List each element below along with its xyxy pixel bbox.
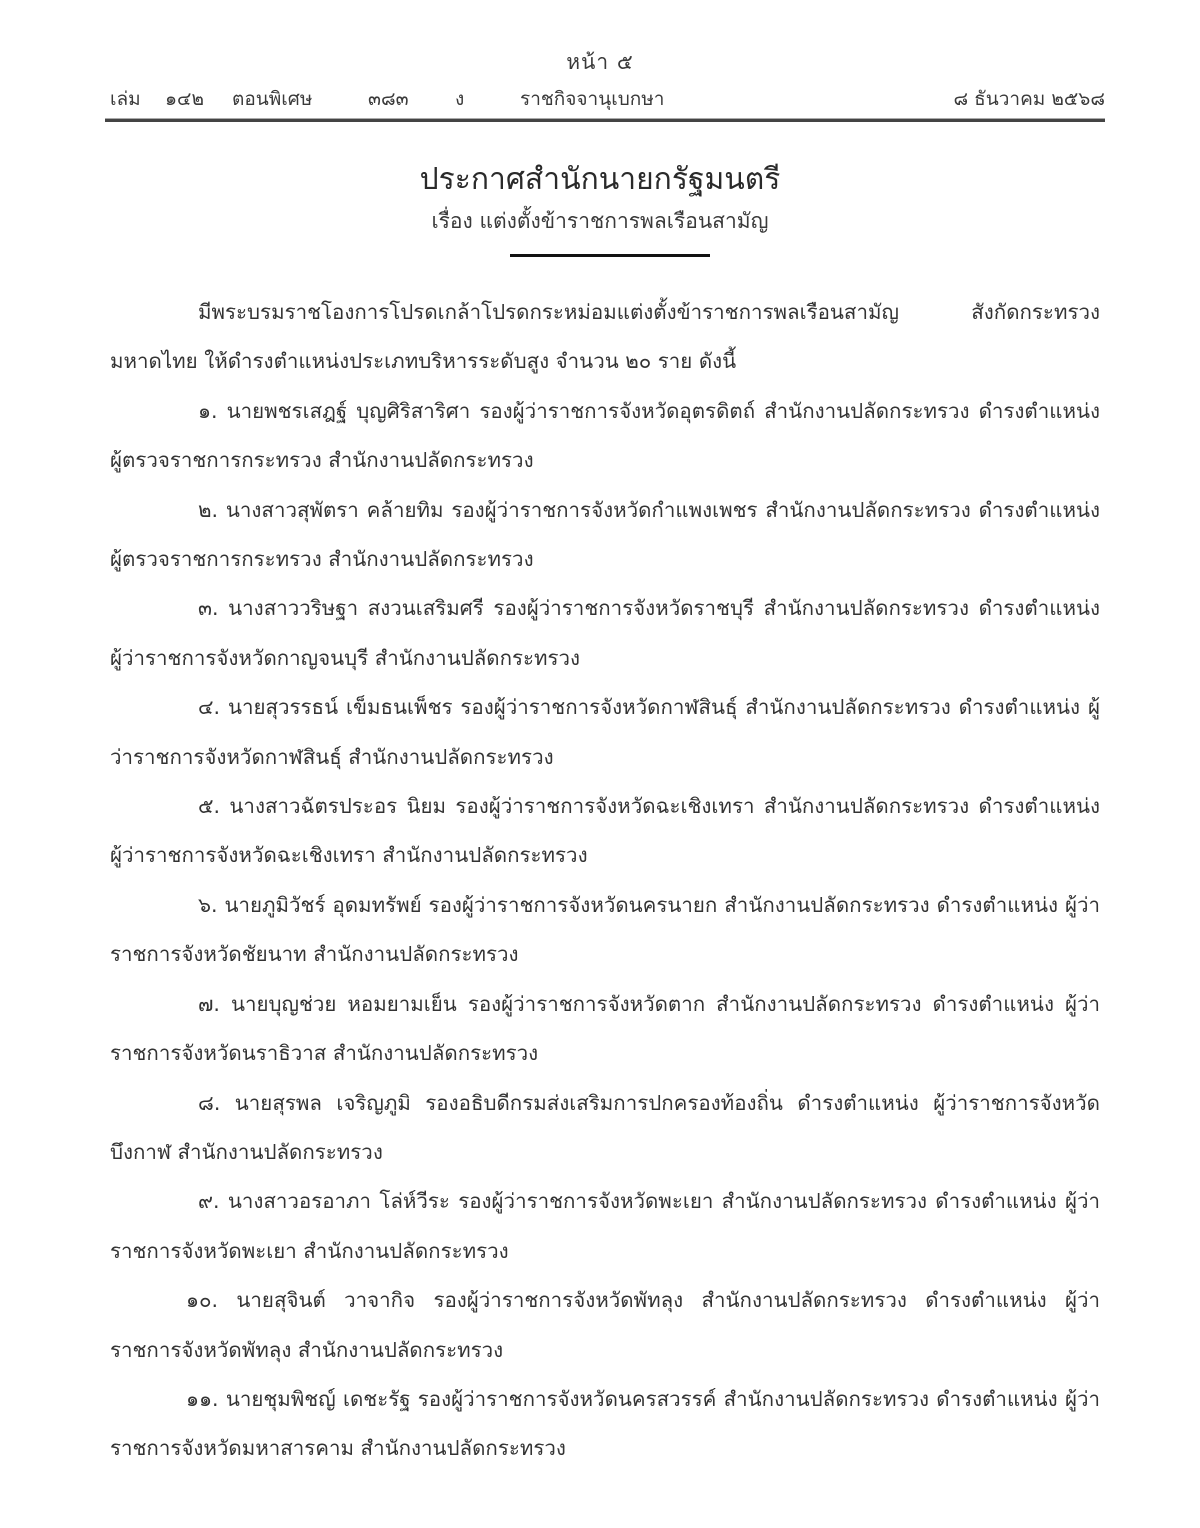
- appointment-text: นายภูมิวัชร์ อุดมทรัพย์ รองผู้ว่าราชการจังหวัดนครนายก สำนักงานปลัดกระทรวง ดำรงตำแหน่ง ผู้ว่าราชการจังหวัดชัยนาท สำนักงานปลัดกระทรวง: [110, 892, 1100, 967]
- appointment-number: ๖.: [198, 892, 218, 917]
- appointment-text: นายพชรเสฎฐ์ บุญศิริสาริศา รองผู้ว่าราชการจังหวัดอุตรดิตถ์ สำนักงานปลัดกระทรวง ดำรงตำแหน่ง ผู้ตรวจราชการกระทรวง สำนักงานปลัดกระทรวง: [110, 398, 1100, 473]
- appointment-text: นายชุมพิชญ์ เดชะรัฐ รองผู้ว่าราชการจังหวัดนครสวรรค์ สำนักงานปลัดกระทรวง ดำรงตำแหน่ง ผู้ว่าราชการจังหวัดมหาสารคาม สำนักงานปลัดกระทรวง: [110, 1386, 1100, 1461]
- section-number: ๓๘๓: [368, 88, 409, 110]
- appointment-number: ๓.: [198, 596, 219, 621]
- volume-number: ๑๔๒: [165, 88, 204, 110]
- appointment-number: ๗.: [198, 991, 220, 1016]
- appointment-text: นายบุญช่วย หอมยามเย็น รองผู้ว่าราชการจังหวัดตาก สำนักงานปลัดกระทรวง ดำรงตำแหน่ง ผู้ว่าราชการจังหวัดนราธิวาส สำนักงานปลัดกระทรวง: [110, 991, 1100, 1066]
- appointment-item: [110, 1375, 1100, 1474]
- document-subject: เรื่อง แต่งตั้งข้าราชการพลเรือนสามัญ: [431, 209, 769, 233]
- gazette-name: ราชกิจจานุเบกษา: [520, 88, 665, 110]
- gazette-header: [110, 84, 1105, 114]
- appointment-item: [110, 584, 1100, 683]
- appointment-text: นางสาววริษฐา สงวนเสริมศรี รองผู้ว่าราชการจังหวัดราชบุรี สำนักงานปลัดกระทรวง ดำรงตำแหน่ง ผู้ว่าราชการจังหวัดกาญจนบุรี สำนักงานปลัดกระทรวง: [110, 596, 1100, 670]
- appointment-item: [110, 782, 1100, 881]
- appointment-item: [110, 486, 1100, 585]
- header-divider: [105, 118, 1105, 122]
- section-letter: ง: [455, 88, 465, 110]
- appointment-number: ๒.: [198, 497, 219, 522]
- appointment-number: ๑๐.: [186, 1288, 219, 1313]
- appointment-number: ๙.: [198, 1189, 220, 1214]
- document-body: [110, 288, 1100, 1474]
- appointment-text: นายสุวรรธน์ เข็มธนเพ็ชร รองผู้ว่าราชการจังหวัดกาฬสินธุ์ สำนักงานปลัดกระทรวง ดำรงตำแหน่ง ผู้ว่าราชการจังหวัดกาฬสินธุ์ สำนักงานปลัดกระทรวง: [110, 695, 1100, 769]
- appointment-text: นายสุรพล เจริญภูมิ รองอธิบดีกรมส่งเสริมการปกครองท้องถิ่น ดำรงตำแหน่ง ผู้ว่าราชการจังหวัดบึงกาฬ สำนักงานปลัดกระทรวง: [110, 1090, 1100, 1164]
- appointment-text: นางสาวสุพัตรา คล้ายทิม รองผู้ว่าราชการจังหวัดกำแพงเพชร สำนักงานปลัดกระทรวง ดำรงตำแหน่ง ผู้ตรวจราชการกระทรวง สำนักงานปลัดกระทรวง: [110, 497, 1100, 572]
- appointment-number: ๕.: [198, 794, 221, 819]
- appointment-number: ๔.: [198, 695, 221, 720]
- appointment-text: นางสาวอรอาภา โล่ห์วีระ รองผู้ว่าราชการจังหวัดพะเยา สำนักงานปลัดกระทรวง ดำรงตำแหน่ง ผู้ว่าราชการจังหวัดพะเยา สำนักงานปลัดกระทรวง: [110, 1189, 1100, 1263]
- appointment-text: นางสาวฉัตรประอร นิยม รองผู้ว่าราชการจังหวัดฉะเชิงเทรา สำนักงานปลัดกระทรวง ดำรงตำแหน่ง ผู้ว่าราชการจังหวัดฉะเชิงเทรา สำนักงานปลัดกระทรวง: [110, 794, 1100, 868]
- page-number: หน้า ๕: [566, 50, 634, 74]
- publication-date: ๘ ธันวาคม ๒๕๖๘: [953, 88, 1105, 110]
- appointment-item: [110, 387, 1100, 486]
- appointment-item: [110, 683, 1100, 782]
- appointment-item: [110, 1276, 1100, 1375]
- appointment-item: [110, 1177, 1100, 1276]
- appointment-item: [110, 881, 1100, 980]
- title-divider: [510, 254, 710, 257]
- document-title: ประกาศสำนักนายกรัฐมนตรี: [419, 162, 781, 197]
- appointment-number: ๑.: [198, 398, 218, 423]
- intro-paragraph: [110, 288, 1100, 387]
- appointment-number: ๘.: [198, 1090, 221, 1115]
- intro-text: มีพระบรมราชโองการโปรดเกล้าโปรดกระหม่อมแต่งตั้งข้าราชการพลเรือนสามัญ สังกัดกระทรวงมหาดไทย ให้ดำรงตำแหน่งประเภทบริหารระดับสูง จำนวน ๒๐ ราย ดังนี้: [110, 300, 1100, 374]
- appointment-item: [110, 980, 1100, 1079]
- appointment-number: ๑๑.: [186, 1386, 219, 1411]
- appointment-item: [110, 1079, 1100, 1178]
- appointment-text: นายสุจินต์ วาจากิจ รองผู้ว่าราชการจังหวัดพัทลุง สำนักงานปลัดกระทรวง ดำรงตำแหน่ง ผู้ว่าราชการจังหวัดพัทลุง สำนักงานปลัดกระทรวง: [110, 1288, 1100, 1362]
- volume-label: เล่ม: [110, 88, 141, 110]
- section-label: ตอนพิเศษ: [232, 88, 313, 110]
